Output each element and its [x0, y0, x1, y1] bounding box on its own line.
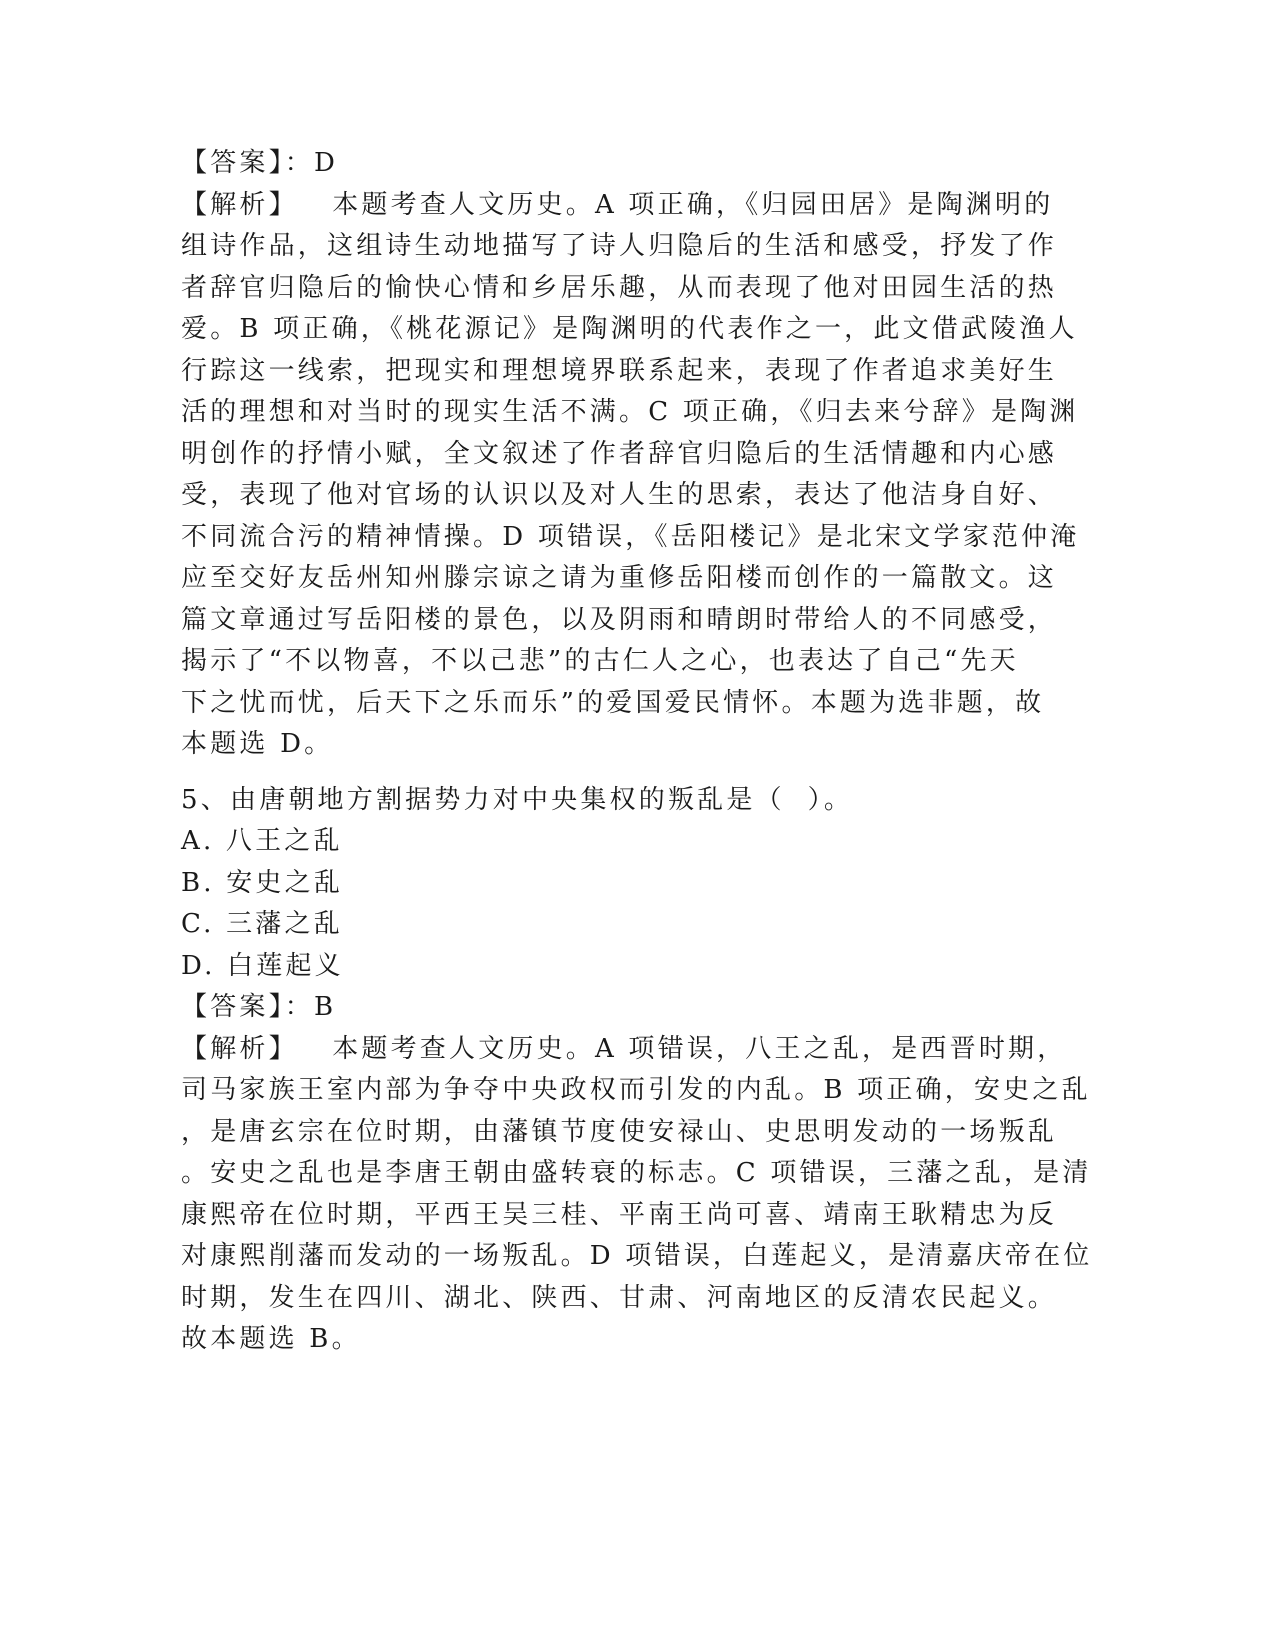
q4-analysis-line: 应至交好友岳州知州滕宗谅之请为重修岳阳楼而创作的一篇散文。这	[181, 563, 1058, 593]
q4-analysis-line: 者辞官归隐后的愉快心情和乡居乐趣，从而表现了他对田园生活的热	[181, 272, 1058, 303]
q4-analysis-line: 明创作的抒情小赋，全文叙述了作者辞官归隐后的生活情趣和内心感	[181, 438, 1058, 469]
q5-option-b: B. 安史之乱	[181, 867, 344, 898]
q5-analysis-line: 时期，发生在四川、湖北、陕西、甘肃、河南地区的反清农民起义。	[181, 1282, 1058, 1313]
q5-option-c: C. 三藩之乱	[181, 909, 343, 939]
q5-analysis-line: 康熙帝在位时期，平西王吴三桂、平南王尚可喜、靖南王耿精忠为反	[181, 1199, 1058, 1230]
q5-question: 5、由唐朝地方割据势力对中央集权的叛乱是（ ）。	[181, 784, 854, 815]
q4-analysis-line: 爱。B 项正确，《桃花源记》是陶渊明的代表作之一，此文借武陵渔人	[181, 314, 1078, 344]
q4-answer: 【答案】：D	[181, 148, 339, 178]
q4-analysis-line: 下之忧而忧，后天下之乐而乐”的爱国爱民情怀。本题为选非题，故	[181, 687, 1045, 718]
q5-analysis-line: 对康熙削藩而发动的一场叛乱。D 项错误，白莲起义，是清嘉庆帝在位	[181, 1241, 1093, 1271]
q5-analysis-line: 【解析】 本题考查人文历史。A 项错误，八王之乱，是西晋时期，	[181, 1033, 1067, 1064]
q4-analysis-line: 组诗作品，这组诗生动地描写了诗人归隐后的生活和感受，抒发了作	[181, 231, 1058, 261]
q5-analysis-line: ，是唐玄宗在位时期，由藩镇节度使安禄山、史思明发动的一场叛乱	[181, 1116, 1058, 1147]
q4-analysis-line: 不同流合污的精神情操。D 项错误，《岳阳楼记》是北宋文学家范仲淹	[181, 521, 1080, 552]
q5-answer: 【答案】：B	[181, 992, 337, 1022]
q5-option-d: D. 白莲起义	[181, 950, 344, 981]
q4-analysis-line: 行踪这一线索，把现实和理想境界联系起来，表现了作者追求美好生	[181, 355, 1058, 386]
q4-analysis-line: 篇文章通过写岳阳楼的景色，以及阴雨和晴朗时带给人的不同感受，	[181, 604, 1058, 635]
q5-option-a: A. 八王之乱	[181, 826, 343, 856]
q4-analysis-line: 本题选 D。	[181, 729, 334, 759]
q4-analysis-line: 受，表现了他对官场的认识以及对人生的思索，表达了他洁身自好、	[181, 480, 1058, 510]
q5-analysis-line: 司马家族王室内部为争夺中央政权而引发的内乱。B 项正确，安史之乱	[181, 1075, 1091, 1105]
q5-analysis-line: 。安史之乱也是李唐王朝由盛转衰的标志。C 项错误，三藩之乱，是清	[181, 1158, 1092, 1188]
section-gap	[181, 766, 1081, 780]
q5-analysis-line: 故本题选 B。	[181, 1324, 361, 1354]
document-page	[181, 143, 1093, 1361]
q4-analysis-line: 【解析】 本题考查人文历史。A 项正确，《归园田居》是陶渊明的	[181, 189, 1054, 220]
q4-analysis-line: 揭示了“不以物喜，不以己悲”的古仁人之心，也表达了自己“先天	[181, 646, 1019, 676]
q4-analysis-line: 活的理想和对当时的现实生活不满。C 项正确，《归去来兮辞》是陶渊	[181, 397, 1079, 427]
